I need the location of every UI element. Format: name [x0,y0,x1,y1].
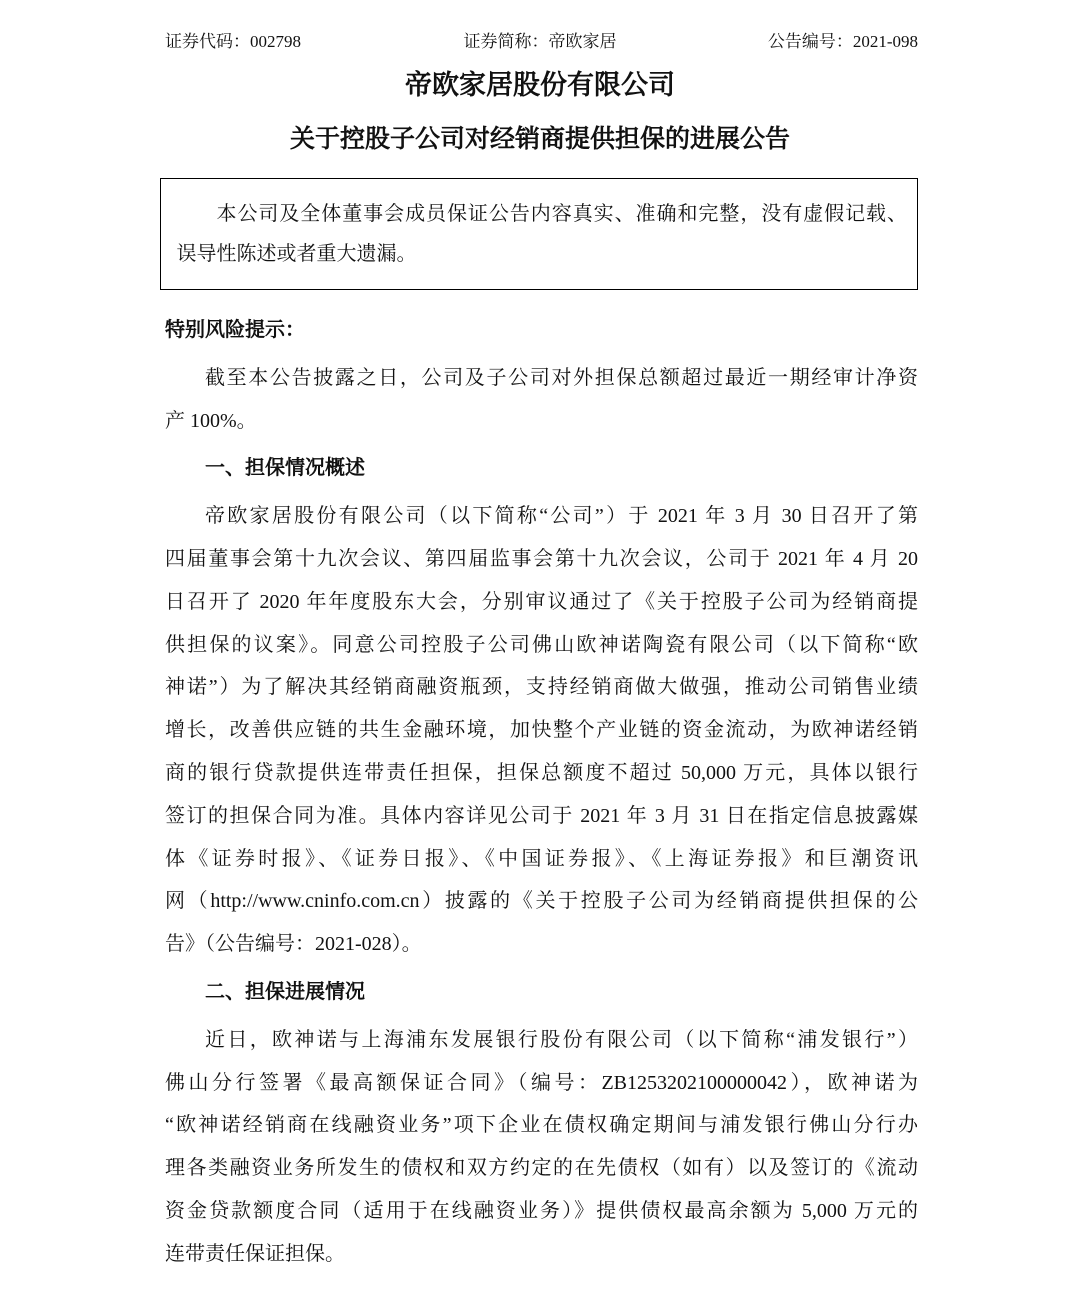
paragraph-line: 资金贷款额度合同（适用于在线融资业务）》提供债权最高余额为 5,000 万元的 [165,1199,918,1222]
paragraph-line: 截至本公告披露之日，公司及子公司对外担保总额超过最近一期经审计净资 [205,366,918,389]
paragraph-line: 商的银行贷款提供连带责任担保，担保总额度不超过 50,000 万元，具体以银行 [165,761,918,784]
paragraph-line: 帝欧家居股份有限公司（以下简称“公司”）于 2021 年 3 月 30 日召开了第 [205,505,918,528]
paragraph-line: 告》（公告编号：2021-028）。 [165,933,422,956]
paragraph-line: 理各类融资业务所发生的债权和双方约定的在先债权（如有）以及签订的《流动 [165,1157,918,1180]
paragraph-line: 连带责任保证担保。 [165,1242,345,1265]
section-heading: 二、担保进展情况 [205,980,365,1003]
paragraph-line: 增长，改善供应链的共生金融环境，加快整个产业链的资金流动，为欧神诺经销 [165,719,918,742]
section-heading: 一、担保情况概述 [205,457,365,480]
paragraph-line: 神诺”）为了解决其经销商融资瓶颈，支持经销商做大做强，推动公司销售业绩 [165,676,918,699]
paragraph-line: “欧神诺经销商在线融资业务”项下企业在债权确定期间与浦发银行佛山分行办 [165,1114,918,1137]
company-title: 帝欧家居股份有限公司 [405,70,675,100]
paragraph-line: 四届董事会第十九次会议、第四届监事会第十九次会议，公司于 2021 年 4 月 20 [165,547,918,570]
paragraph-line: 近日，欧神诺与上海浦东发展银行股份有限公司（以下简称“浦发银行”） [205,1028,918,1051]
notice-number: 公告编号：2021-098 [767,32,918,51]
paragraph-line: 网（http://www.cninfo.com.cn）披露的《关于控股子公司为经销商提供担保的公 [165,890,918,913]
paragraph-line: 签订的担保合同为准。具体内容详见公司于 2021 年 3 月 31 日在指定信息披露媒 [165,804,918,827]
stock-abbreviation: 证券简称：帝欧家居 [463,32,617,51]
board-statement-box [160,178,918,290]
announcement-title: 关于控股子公司对经销商提供担保的进展公告 [289,126,790,153]
document-body [165,309,918,1276]
paragraph-line: 体《证券时报》、《证券日报》、《中国证券报》、《上海证券报》和巨潮资讯 [165,847,918,870]
paragraph-line: 产 100%。 [165,409,257,432]
paragraph-line: 供担保的议案》。同意公司控股子公司佛山欧神诺陶瓷有限公司（以下简称“欧 [165,633,918,656]
stock-code: 证券代码：002798 [165,32,301,51]
statement-line: 本公司及全体董事会成员保证公告内容真实、准确和完整，没有虚假记载、 [216,203,907,225]
statement-line: 误导性陈述或者重大遗漏。 [176,243,417,265]
paragraph-line: 日召开了 2020 年年度股东大会，分别审议通过了《关于控股子公司为经销商提 [165,590,918,613]
paragraph-line: 佛山分行签署《最高额保证合同》（编号：ZB1253202100000042），欧神诺为 [165,1071,918,1094]
risk-notice-heading: 特别风险提示： [165,319,305,341]
